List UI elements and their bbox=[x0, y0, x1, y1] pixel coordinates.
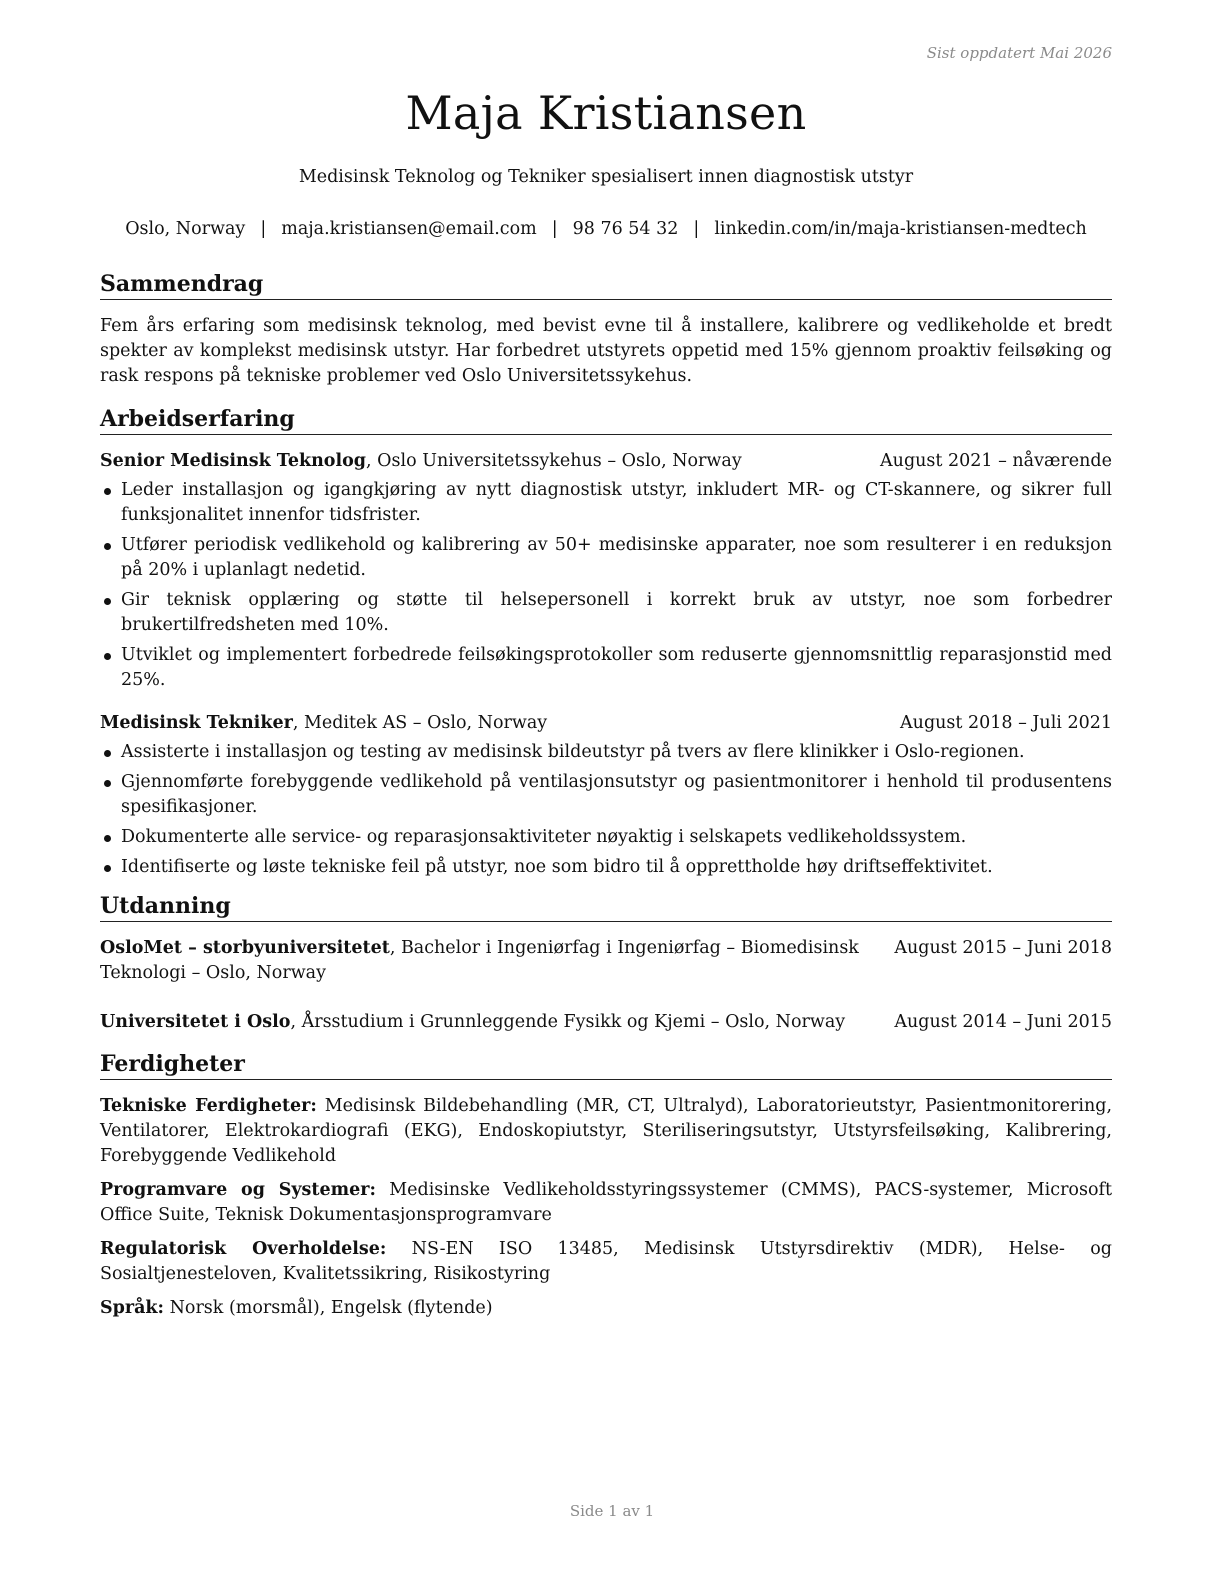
list-item: Utviklet og implementert forbedrede feilsøkingsprotokoller som reduserte gjennomsnittlig reparasjonstid med 25%. bbox=[100, 643, 1112, 693]
last-updated: Sist oppdatert Mai 2026 bbox=[926, 44, 1112, 62]
skill-group bbox=[100, 1178, 1112, 1228]
job-bullets bbox=[100, 478, 1112, 693]
job-title: Medisinsk Tekniker bbox=[100, 713, 293, 733]
degree-detail: , Bachelor i Ingeniørfag i Ingeniørfag – Biomedisinsk Teknologi – Oslo, Norway bbox=[100, 938, 859, 983]
list-item: Leder installasjon og igangkjøring av nytt diagnostisk utstyr, inkludert MR- og CT-skannere, og sikrer full funksjonalitet innenfor tidsfrister. bbox=[100, 478, 1112, 528]
job-employer: , Oslo Universitetssykehus – Oslo, Norway bbox=[366, 451, 742, 471]
education-dates: August 2015 – Juni 2018 bbox=[894, 938, 1112, 958]
page-number: Side 1 av 1 bbox=[569, 1502, 655, 1520]
degree-detail: , Årsstudium i Grunnleggende Fysikk og Kjemi – Oslo, Norway bbox=[290, 1012, 846, 1032]
section-heading: Ferdigheter bbox=[100, 1049, 1112, 1080]
skill-group bbox=[100, 1237, 1112, 1287]
contact-phone: 98 76 54 32 bbox=[572, 219, 679, 239]
contact-separator: | bbox=[693, 219, 700, 239]
skill-text: Medisinsk Bildebehandling (MR, CT, Ultralyd), Laboratorieutstyr, Pasientmonitorering, Ventilatorer, Elektrokardiografi (EKG), Endoskopiutstyr, Steriliseringsutstyr, Utstyrsfeilsøking, Kalibrering, Forebyggende Vedlikehold bbox=[100, 1096, 1113, 1166]
list-item: Gir teknisk opplæring og støtte til helsepersonell i korrekt bruk av utstyr, noe som forbedrer brukertilfredsheten med 10%. bbox=[100, 588, 1112, 638]
job-header bbox=[100, 711, 1112, 736]
job-dates: August 2018 – Juli 2021 bbox=[900, 713, 1112, 733]
list-item: Utfører periodisk vedlikehold og kalibrering av 50+ medisinske apparater, noe som resulterer i en reduksjon på 20% i uplanlagt nedetid. bbox=[100, 533, 1112, 583]
job-employer: , Meditek AS – Oslo, Norway bbox=[292, 713, 548, 733]
section-heading: Sammendrag bbox=[100, 269, 1112, 300]
list-item: Dokumenterte alle service- og reparasjonsaktiviteter nøyaktig i selskapets vedlikeholdssystem. bbox=[100, 825, 1112, 850]
job-header bbox=[100, 449, 1112, 474]
skill-group bbox=[100, 1296, 1112, 1321]
skill-text: Medisinske Vedlikeholdsstyringssystemer (CMMS), PACS-systemer, Microsoft Office Suite, Teknisk Dokumentasjonsprogramvare bbox=[100, 1180, 1112, 1225]
skill-text: Norsk (morsmål), Engelsk (flytende) bbox=[164, 1298, 493, 1318]
skill-label: Tekniske Ferdigheter: bbox=[100, 1096, 317, 1116]
job-bullets bbox=[100, 740, 1112, 880]
list-item: Identifiserte og løste tekniske feil på utstyr, noe som bidro til å opprettholde høy driftseffektivitet. bbox=[100, 855, 1112, 880]
list-item: Gjennomførte forebyggende vedlikehold på ventilasjonsutstyr og pasientmonitorer i henhold til produsentens spesifikasjoner. bbox=[100, 770, 1112, 820]
contact-location: Oslo, Norway bbox=[125, 219, 246, 239]
education-entry bbox=[100, 1010, 1112, 1035]
contact-line bbox=[100, 219, 1112, 239]
skill-label: Regulatorisk Overholdelse: bbox=[100, 1239, 387, 1259]
section-heading: Utdanning bbox=[100, 891, 1112, 922]
contact-email[interactable]: maja.kristiansen@email.com bbox=[281, 219, 537, 239]
summary-section bbox=[100, 269, 1112, 389]
contact-separator: | bbox=[260, 219, 267, 239]
skills-section bbox=[100, 1049, 1112, 1321]
contact-separator: | bbox=[551, 219, 558, 239]
summary-text: Fem års erfaring som medisinsk teknolog, med bevist evne til å installere, kalibrere og vedlikeholde et bredt spekter av komplekst medisinsk utstyr. Har forbedret utstyrets oppetid med 15% gjennom proaktiv feilsøking og rask respons på tekniske problemer ved Oslo Universitetssykehus. bbox=[100, 316, 1112, 386]
experience-section bbox=[100, 404, 1112, 885]
tagline: Medisinsk Teknolog og Tekniker spesialisert innen diagnostisk utstyr bbox=[298, 167, 914, 187]
list-item: Assisterte i installasjon og testing av medisinsk bildeutstyr på tvers av flere klinikker i Oslo-regionen. bbox=[100, 740, 1112, 765]
education-dates: August 2014 – Juni 2015 bbox=[894, 1012, 1112, 1032]
education-entry bbox=[100, 936, 1112, 986]
school-name: OsloMet – storbyuniversitetet bbox=[100, 938, 390, 958]
skill-label: Programvare og Systemer: bbox=[100, 1180, 376, 1200]
skill-label: Språk: bbox=[100, 1298, 165, 1318]
section-heading: Arbeidserfaring bbox=[100, 404, 1112, 435]
job-title: Senior Medisinsk Teknolog bbox=[100, 451, 367, 471]
education-section bbox=[100, 891, 1112, 1035]
contact-linkedin[interactable]: linkedin.com/in/maja-kristiansen-medtech bbox=[714, 219, 1087, 239]
candidate-name: Maja Kristiansen bbox=[405, 86, 807, 140]
skill-text: NS-EN ISO 13485, Medisinsk Utstyrsdirektiv (MDR), Helse- og Sosialtjenesteloven, Kvalitetssikring, Risikostyring bbox=[100, 1239, 1112, 1284]
skill-group bbox=[100, 1094, 1112, 1169]
school-name: Universitetet i Oslo bbox=[100, 1012, 291, 1032]
job-dates: August 2021 – nåværende bbox=[880, 451, 1112, 471]
